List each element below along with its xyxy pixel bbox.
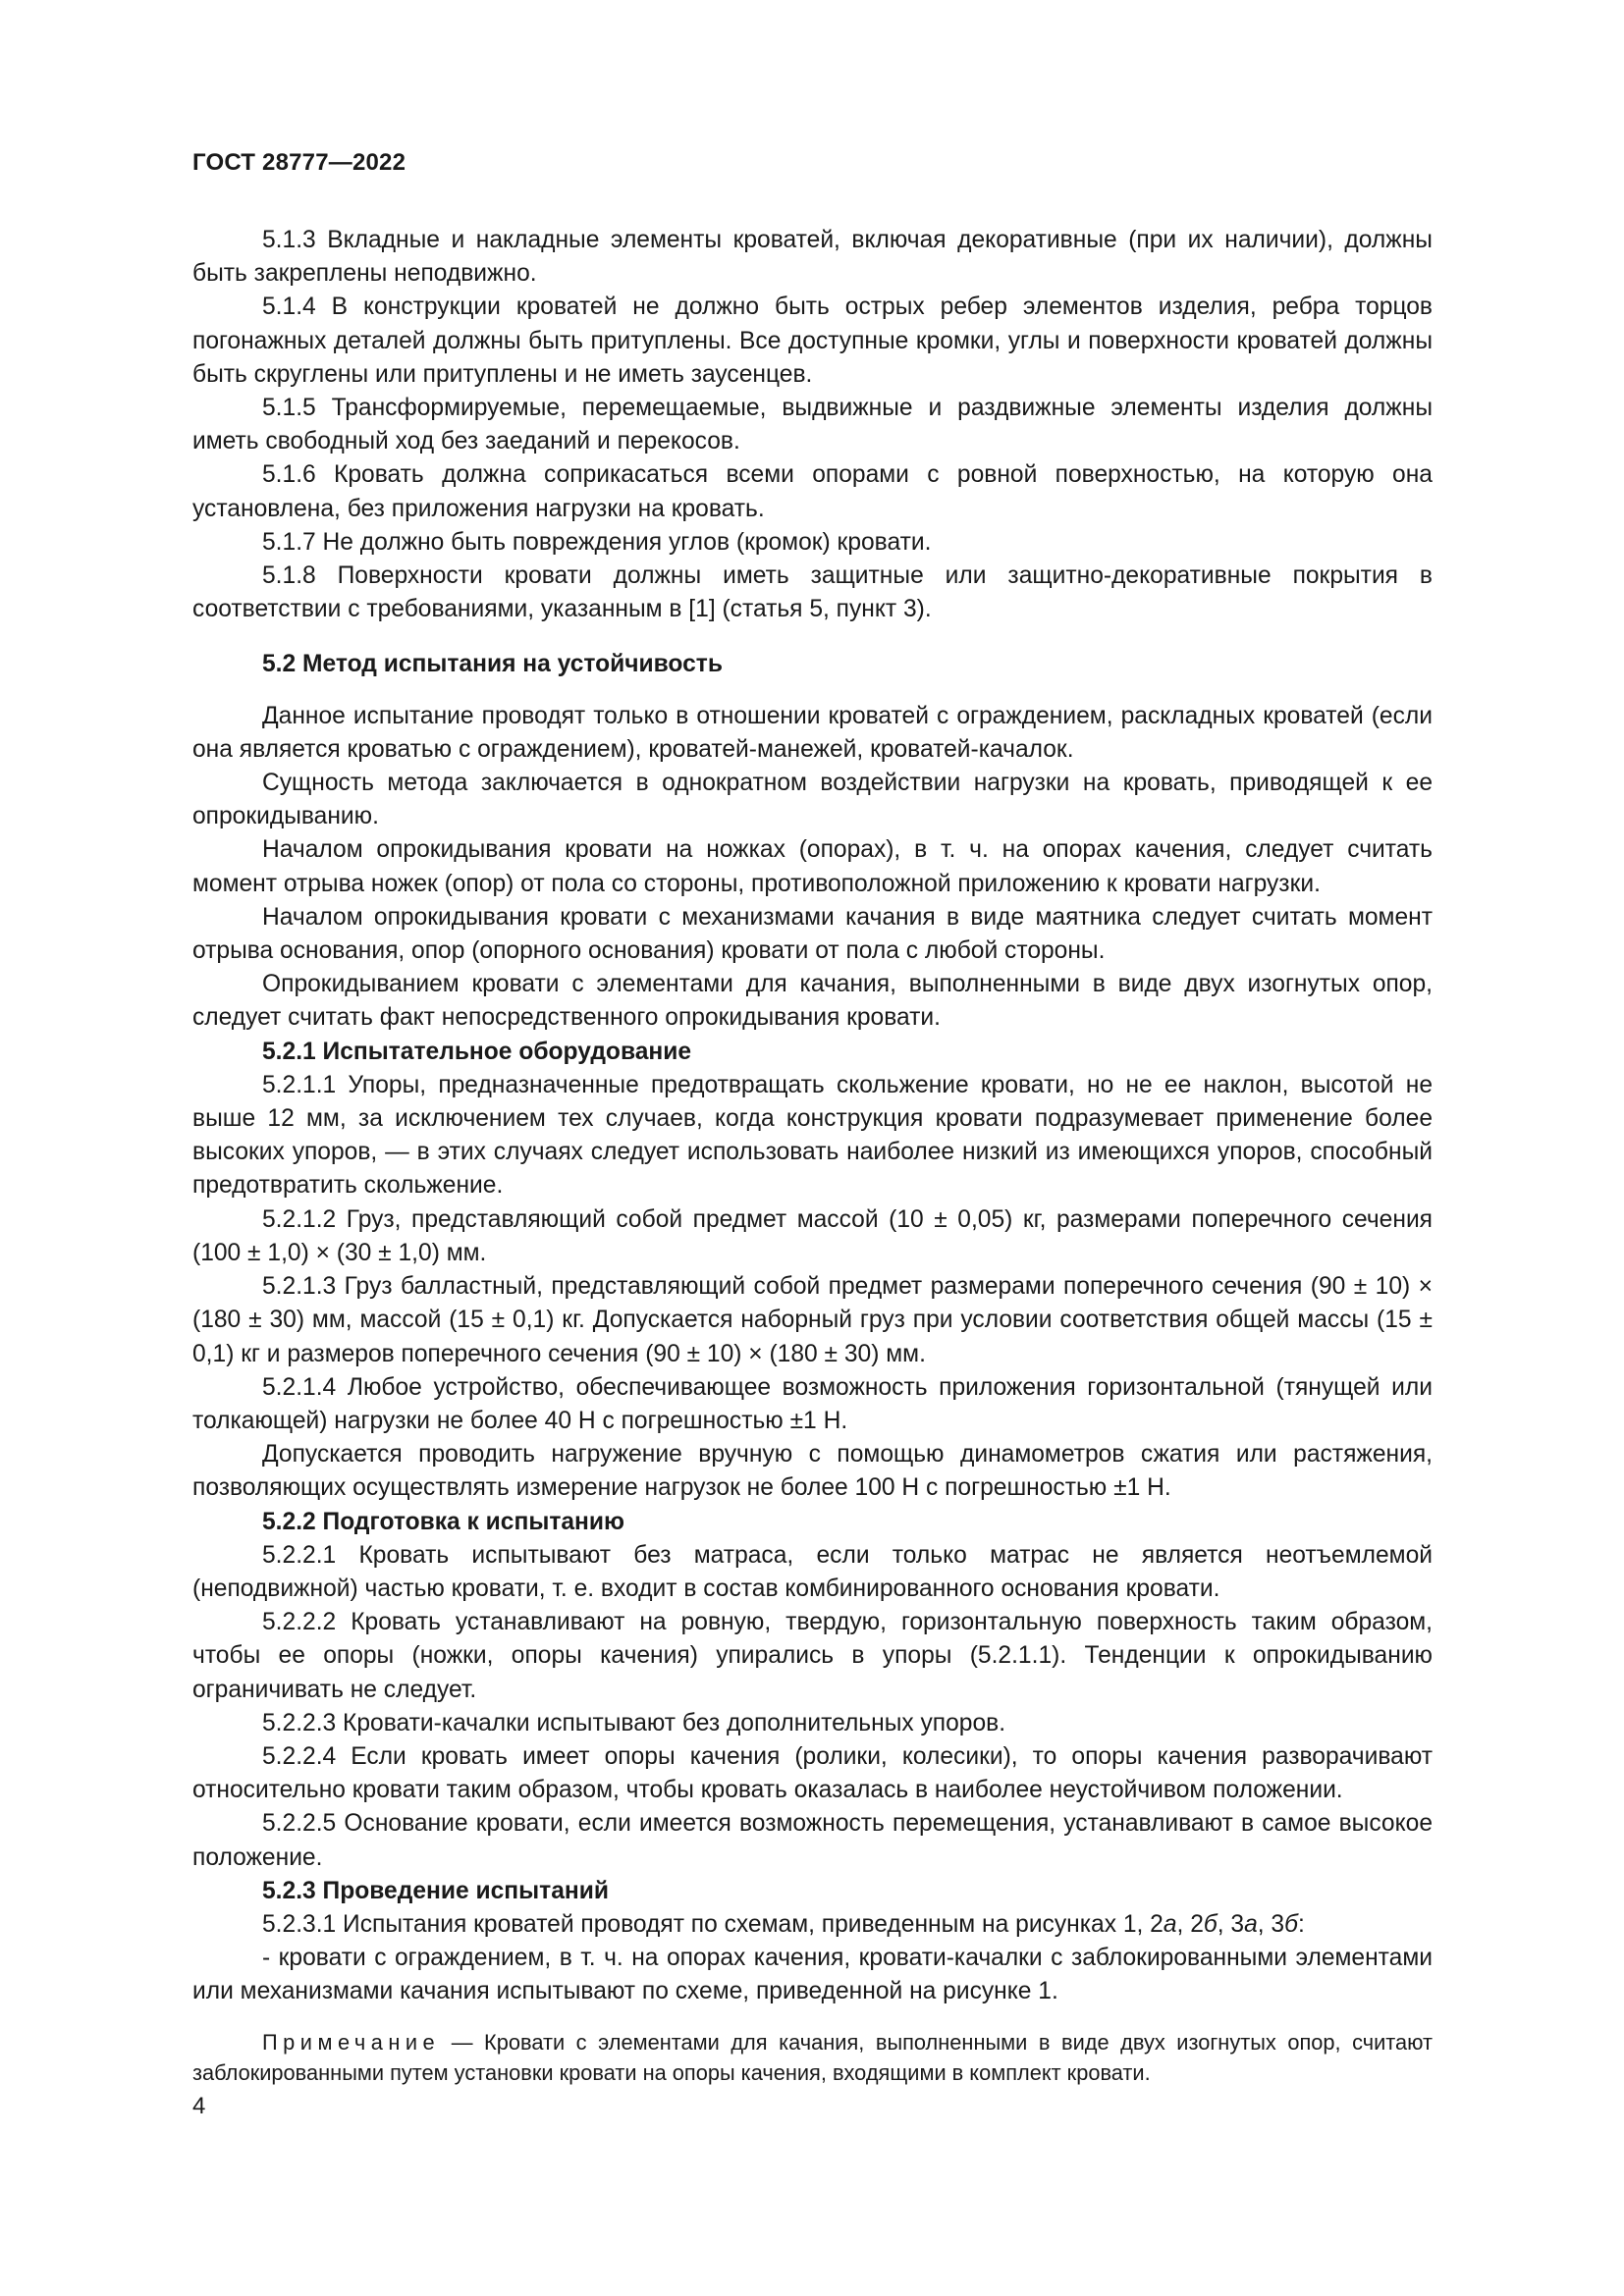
section-heading-5-2-2: 5.2.2 Подготовка к испытанию: [262, 1508, 625, 1535]
paragraph: 5.2.1.1 Упоры, предназначенные предотвращать скольжение кровати, но не ее наклон, высотой не выше 12 мм, за исключением тех случаев, когда конструкция кровати подразумевает применение более высоких упоров, — в этих случаях следует использовать наиболее низкий из имеющихся упоров, способный предотвратить скольжение.: [192, 1071, 1433, 1200]
paragraph: Опрокидыванием кровати с элементами для качания, выполненными в виде двух изогнутых опор, следует считать факт непосредственного опрокидывания кровати.: [192, 971, 1433, 1032]
note-text: — Кровати с элементами для качания, выполненными в виде двух изогнутых опор, считают заблокированными путем установки кровати на опоры качения, входящими в комплект кровати.: [192, 2029, 1433, 2085]
text: 5.2.3.1 Испытания кроватей проводят по схемам, приведенным на рисунках 1, 2: [262, 1910, 1164, 1938]
paragraph: 5.2.1.2 Груз, представляющий собой предмет массой (10 ± 0,05) кг, размерами поперечного сечения (100 ± 1,0) × (30 ± 1,0) мм.: [192, 1205, 1433, 1266]
paragraph: Началом опрокидывания кровати на ножках (опорах), в т. ч. на опорах качения, следует считать момент отрыва ножек (опор) от пола со стороны, противоположной приложению к кровати нагрузки.: [192, 836, 1433, 897]
text: :: [1297, 1910, 1305, 1938]
section-heading-5-2-3: 5.2.3 Проведение испытаний: [262, 1877, 609, 1904]
paragraph: 5.2.2.5 Основание кровати, если имеется возможность перемещения, устанавливают в самое высокое положение.: [192, 1810, 1433, 1871]
figure-suffix: а: [1163, 1910, 1177, 1938]
list-item: - кровати с ограждением, в т. ч. на опорах качения, кровати-качалки с заблокированными элементами или механизмами качания испытывают по схеме, приведенной на рисунке 1.: [192, 1945, 1433, 2005]
paragraph-5-1-7: 5.1.7 Не должно быть повреждения углов (кромок) кровати.: [262, 528, 932, 556]
paragraph: 5.2.2.2 Кровать устанавливают на ровную, твердую, горизонтальную поверхность таким образом, чтобы ее опоры (ножки, опоры качения) упирались в упоры (5.2.1.1). Тенденции к опрокидыванию ограничивать не следует.: [192, 1609, 1433, 1703]
paragraph: Началом опрокидывания кровати с механизмами качания в виде маятника следует считать момент отрыва основания, опор (опорного основания) кровати от пола с любой стороны.: [192, 903, 1433, 965]
text: , 2: [1176, 1910, 1204, 1938]
paragraph: 5.2.1.3 Груз балластный, представляющий собой предмет размерами поперечного сечения (90 ± 10) × (180 ± 30) мм, массой (15 ± 0,1) кг. Допускается наборный груз при условии соответствия общей массы (15 ± 0,1) кг и размеров поперечного сечения (90 ± 10) × (180 ± 30) мм.: [192, 1273, 1433, 1367]
note: [192, 2027, 1433, 2088]
paragraph: 5.2.1.4 Любое устройство, обеспечивающее возможность приложения горизонтальной (тянущей или толкающей) нагрузки не более 40 Н с погрешностью ±1 Н.: [192, 1373, 1433, 1434]
section-heading-5-2-1: 5.2.1 Испытательное оборудование: [262, 1038, 692, 1065]
figure-suffix: б: [1203, 1910, 1218, 1938]
paragraph: Сущность метода заключается в однократном воздействии нагрузки на кровать, приводящей к ее опрокидыванию.: [192, 770, 1433, 830]
paragraph: 5.2.2.3 Кровати-качалки испытывают без дополнительных упоров.: [262, 1709, 1006, 1736]
section-heading-5-2: 5.2 Метод испытания на устойчивость: [262, 651, 723, 678]
paragraph-5-1-5: 5.1.5 Трансформируемые, перемещаемые, выдвижные и раздвижные элементы изделия должны иметь свободный ход без заеданий и перекосов.: [192, 395, 1433, 455]
paragraph-5-1-4: 5.1.4 В конструкции кроватей не должно быть острых ребер элементов изделия, ребра торцов погонажных деталей должны быть притуплены. Все доступные кромки, углы и поверхности кроватей должны быть скруглены или притуплены и не иметь заусенцев.: [192, 294, 1433, 388]
text: , 3: [1257, 1910, 1285, 1938]
paragraph-5-2-3-1: [192, 1908, 1433, 1942]
paragraph-5-1-8: 5.1.8 Поверхности кровати должны иметь защитные или защитно-декоративные покрытия в соответствии с требованиями, указанным в [1] (статья 5, пункт 3).: [192, 562, 1433, 623]
figure-suffix: б: [1284, 1910, 1298, 1938]
document-header: ГОСТ 28777—2022: [192, 149, 406, 176]
text: , 3: [1217, 1910, 1245, 1938]
page-content: [192, 224, 1433, 2088]
paragraph: 5.2.2.1 Кровать испытывают без матраса, если только матрас не является неотъемлемой (неподвижной) частью кровати, т. е. входит в состав комбинированного основания кровати.: [192, 1541, 1433, 1602]
paragraph: Допускается проводить нагружение вручную с помощью динамометров сжатия или растяжения, позволяющих осуществлять измерение нагрузок не более 100 Н с погрешностью ±1 Н.: [192, 1441, 1433, 1502]
paragraph-5-1-6: 5.1.6 Кровать должна соприкасаться всеми опорами с ровной поверхностью, на которую она установлена, без приложения нагрузки на кровать.: [192, 461, 1433, 522]
paragraph: Данное испытание проводят только в отношении кроватей с ограждением, раскладных кроватей (если она является кроватью с ограждением), кроватей-манежей, кроватей-качалок.: [192, 702, 1433, 763]
paragraph: 5.2.2.4 Если кровать имеет опоры качения (ролики, колесики), то опоры качения разворачивают относительно кровати таким образом, чтобы кровать оказалась в наиболее неустойчивом положении.: [192, 1742, 1433, 1804]
note-label: Примечание: [262, 2029, 441, 2055]
page-number: 4: [192, 2093, 206, 2119]
paragraph-5-1-3: 5.1.3 Вкладные и накладные элементы кроватей, включая декоративные (при их наличии), должны быть закреплены неподвижно.: [192, 227, 1433, 288]
figure-suffix: а: [1244, 1910, 1258, 1938]
